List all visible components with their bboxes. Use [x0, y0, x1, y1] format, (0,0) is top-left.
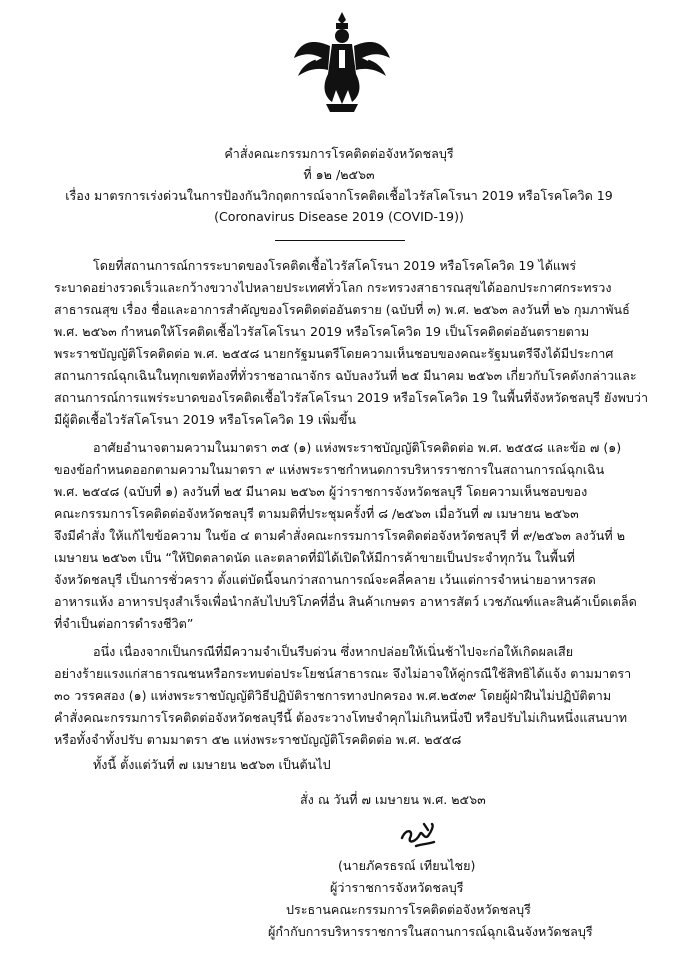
signatory-position-governor: ผู้ว่าราชการจังหวัดชลบุรี [330, 880, 464, 895]
paragraph-3-line: ๓๐ วรรคสอง (๑) แห่งพระราชบัญญัติวิธีปฏิบัติราชการทางปกครอง พ.ศ.๒๕๓๙ โดยผู้ฝ่าฝืนไม่ปฏิบัติตาม [54, 688, 612, 703]
paragraph-2-line: พ.ศ. ๒๕๔๘ (ฉบับที่ ๑) ลงวันที่ ๒๕ มีนาคม ๒๕๖๓ ผู้ว่าราชการจังหวัดชลบุรี โดยความเห็นชอบของ [54, 484, 588, 499]
paragraph-3-line: อย่างร้ายแรงแก่สาธารณชนหรือกระทบต่อประโยชน์สาธารณะ จึงไม่อาจให้คู่กรณีใช้สิทธิได้แจ้ง ตามมาตรา [54, 666, 632, 681]
paragraph-1-line: โดยที่สถานการณ์การระบาดของโรคติดเชื้อไวรัสโคโรนา 2019 หรือโรคโควิด 19 ได้แพร่ [93, 258, 577, 273]
paragraph-2-line: คณะกรรมการโรคติดต่อจังหวัดชลบุรี ตามมติที่ประชุมครั้งที่ ๘ /๒๕๖๓ เมื่อวันที่ ๗ เมษายน ๒๕๖๓ [54, 506, 579, 521]
paragraph-2-line: จึงมีคำสั่ง ให้แก้ไขข้อความ ในข้อ ๔ ตามคำสั่งคณะกรรมการโรคติดต่อจังหวัดชลบุรี ที่ ๙/๒๕๖๓ ลงวันที่ ๒ [54, 528, 626, 543]
paragraph-2-line: อาศัยอำนาจตามความในมาตรา ๓๕ (๑) แห่งพระราชบัญญัติโรคติดต่อ พ.ศ. ๒๕๕๘ และข้อ ๗ (๑) [93, 440, 622, 455]
order-subject-english: (Coronavirus Disease 2019 (COVID-19)) [214, 209, 464, 224]
signatory-position-director: ผู้กำกับการบริหารราชการในสถานการณ์ฉุกเฉินจังหวัดชลบุรี [268, 924, 593, 939]
paragraph-1-line: ระบาดอย่างรวดเร็วและกว้างขวางไปหลายประเทศทั่วโลก กระทรวงสาธารณสุขได้ออกประกาศกระทรวง [54, 280, 612, 295]
paragraph-1-line: มีผู้ติดเชื้อไวรัสโคโรนา 2019 หรือโรคโควิด 19 เพิ่มขึ้น [54, 412, 356, 427]
paragraph-1-line: สถานการณ์ฉุกเฉินในทุกเขตท้องที่ทั่วราชอาณาจักร ฉบับลงวันที่ ๒๕ มีนาคม ๒๕๖๓ เกี่ยวกับโรคดังกล่าวและ [54, 368, 637, 383]
paragraph-1-line: สาธารณสุข เรื่อง ชื่อและอาการสำคัญของโรคติดต่ออันตราย (ฉบับที่ ๓) พ.ศ. ๒๕๖๓ ลงวันที่ ๒๖ กุมภาพันธ์ [54, 302, 630, 317]
paragraph-1-line: พ.ศ. ๒๕๖๓ กำหนดให้โรคติดเชื้อไวรัสโคโรนา 2019 หรือโรคโควิด 19 เป็นโรคติดต่ออันตรายตาม [54, 324, 590, 339]
signatory-position-chair: ประธานคณะกรรมการโรคติดต่อจังหวัดชลบุรี [286, 902, 531, 917]
title-divider [275, 240, 405, 241]
effective-date: ทั้งนี้ ตั้งแต่วันที่ ๗ เมษายน ๒๕๖๓ เป็นต้นไป [93, 757, 331, 772]
paragraph-3-line: หรือทั้งจำทั้งปรับ ตามมาตรา ๕๒ แห่งพระราชบัญญัติโรคติดต่อ พ.ศ. ๒๕๕๘ [54, 732, 462, 747]
order-subject: เรื่อง มาตรการเร่งด่วนในการป้องกันวิกฤตการณ์จากโรคติดเชื้อไวรัสโคโรนา 2019 หรือโรคโควิด 19 [65, 188, 613, 203]
paragraph-2-line: เมษายน ๒๕๖๓ เป็น “ให้ปิดตลาดนัด และตลาดที่มิได้เปิดให้มีการค้าขายเป็นประจำทุกวัน ในพื้นที่ [54, 550, 575, 565]
handwritten-signature [398, 820, 438, 850]
signatory-name: (นายภัครธรณ์ เทียนไชย) [338, 858, 476, 873]
paragraph-2-line: ของข้อกำหนดออกตามความในมาตรา ๙ แห่งพระราชกำหนดการบริหารราชการในสถานการณ์ฉุกเฉิน [54, 462, 605, 477]
order-number: ที่ ๑๒ /๒๕๖๓ [303, 167, 375, 182]
paragraph-3-line: คำสั่งคณะกรรมการโรคติดต่อจังหวัดชลบุรีนี้ ต้องระวางโทษจำคุกไม่เกินหนึ่งปี หรือปรับไม่เกินหนึ่งแสนบาท [54, 710, 628, 725]
signed-date: สั่ง ณ วันที่ ๗ เมษายน พ.ศ. ๒๕๖๓ [300, 792, 486, 807]
paragraph-1-line: พระราชบัญญัติโรคติดต่อ พ.ศ. ๒๕๕๘ นายกรัฐมนตรีโดยความเห็นชอบของคณะรัฐมนตรีจึงได้มีประกาศ [54, 346, 614, 361]
paragraph-2-line: จังหวัดชลบุรี เป็นการชั่วคราว ตั้งแต่บัดนี้จนกว่าสถานการณ์จะคลี่คลาย เว้นแต่การจำหน่ายอาหารสด [54, 572, 596, 587]
paragraph-3-line: อนึ่ง เนื่องจากเป็นกรณีที่มีความจำเป็นรีบด่วน ซึ่งหากปล่อยให้เนิ่นช้าไปจะก่อให้เกิดผลเสีย [93, 644, 574, 659]
paragraph-2-line: อาหารแห้ง อาหารปรุงสำเร็จเพื่อนำกลับไปบริโภคที่อื่น สินค้าเกษตร อาหารสัตว์ เวชภัณฑ์และสินค้าเบ็ดเตล็ด [54, 594, 637, 609]
paragraph-2-line: ที่จำเป็นต่อการดำรงชีวิต” [54, 616, 194, 631]
garuda-emblem-icon [292, 8, 392, 118]
paragraph-1-line: สถานการณ์การแพร่ระบาดของโรคติดเชื้อไวรัสโคโรนา 2019 หรือโรคโควิด 19 ในพื้นที่จังหวัดชลบุรี ยังพบว่า [54, 390, 649, 405]
order-title: คำสั่งคณะกรรมการโรคติดต่อจังหวัดชลบุรี [224, 146, 454, 161]
